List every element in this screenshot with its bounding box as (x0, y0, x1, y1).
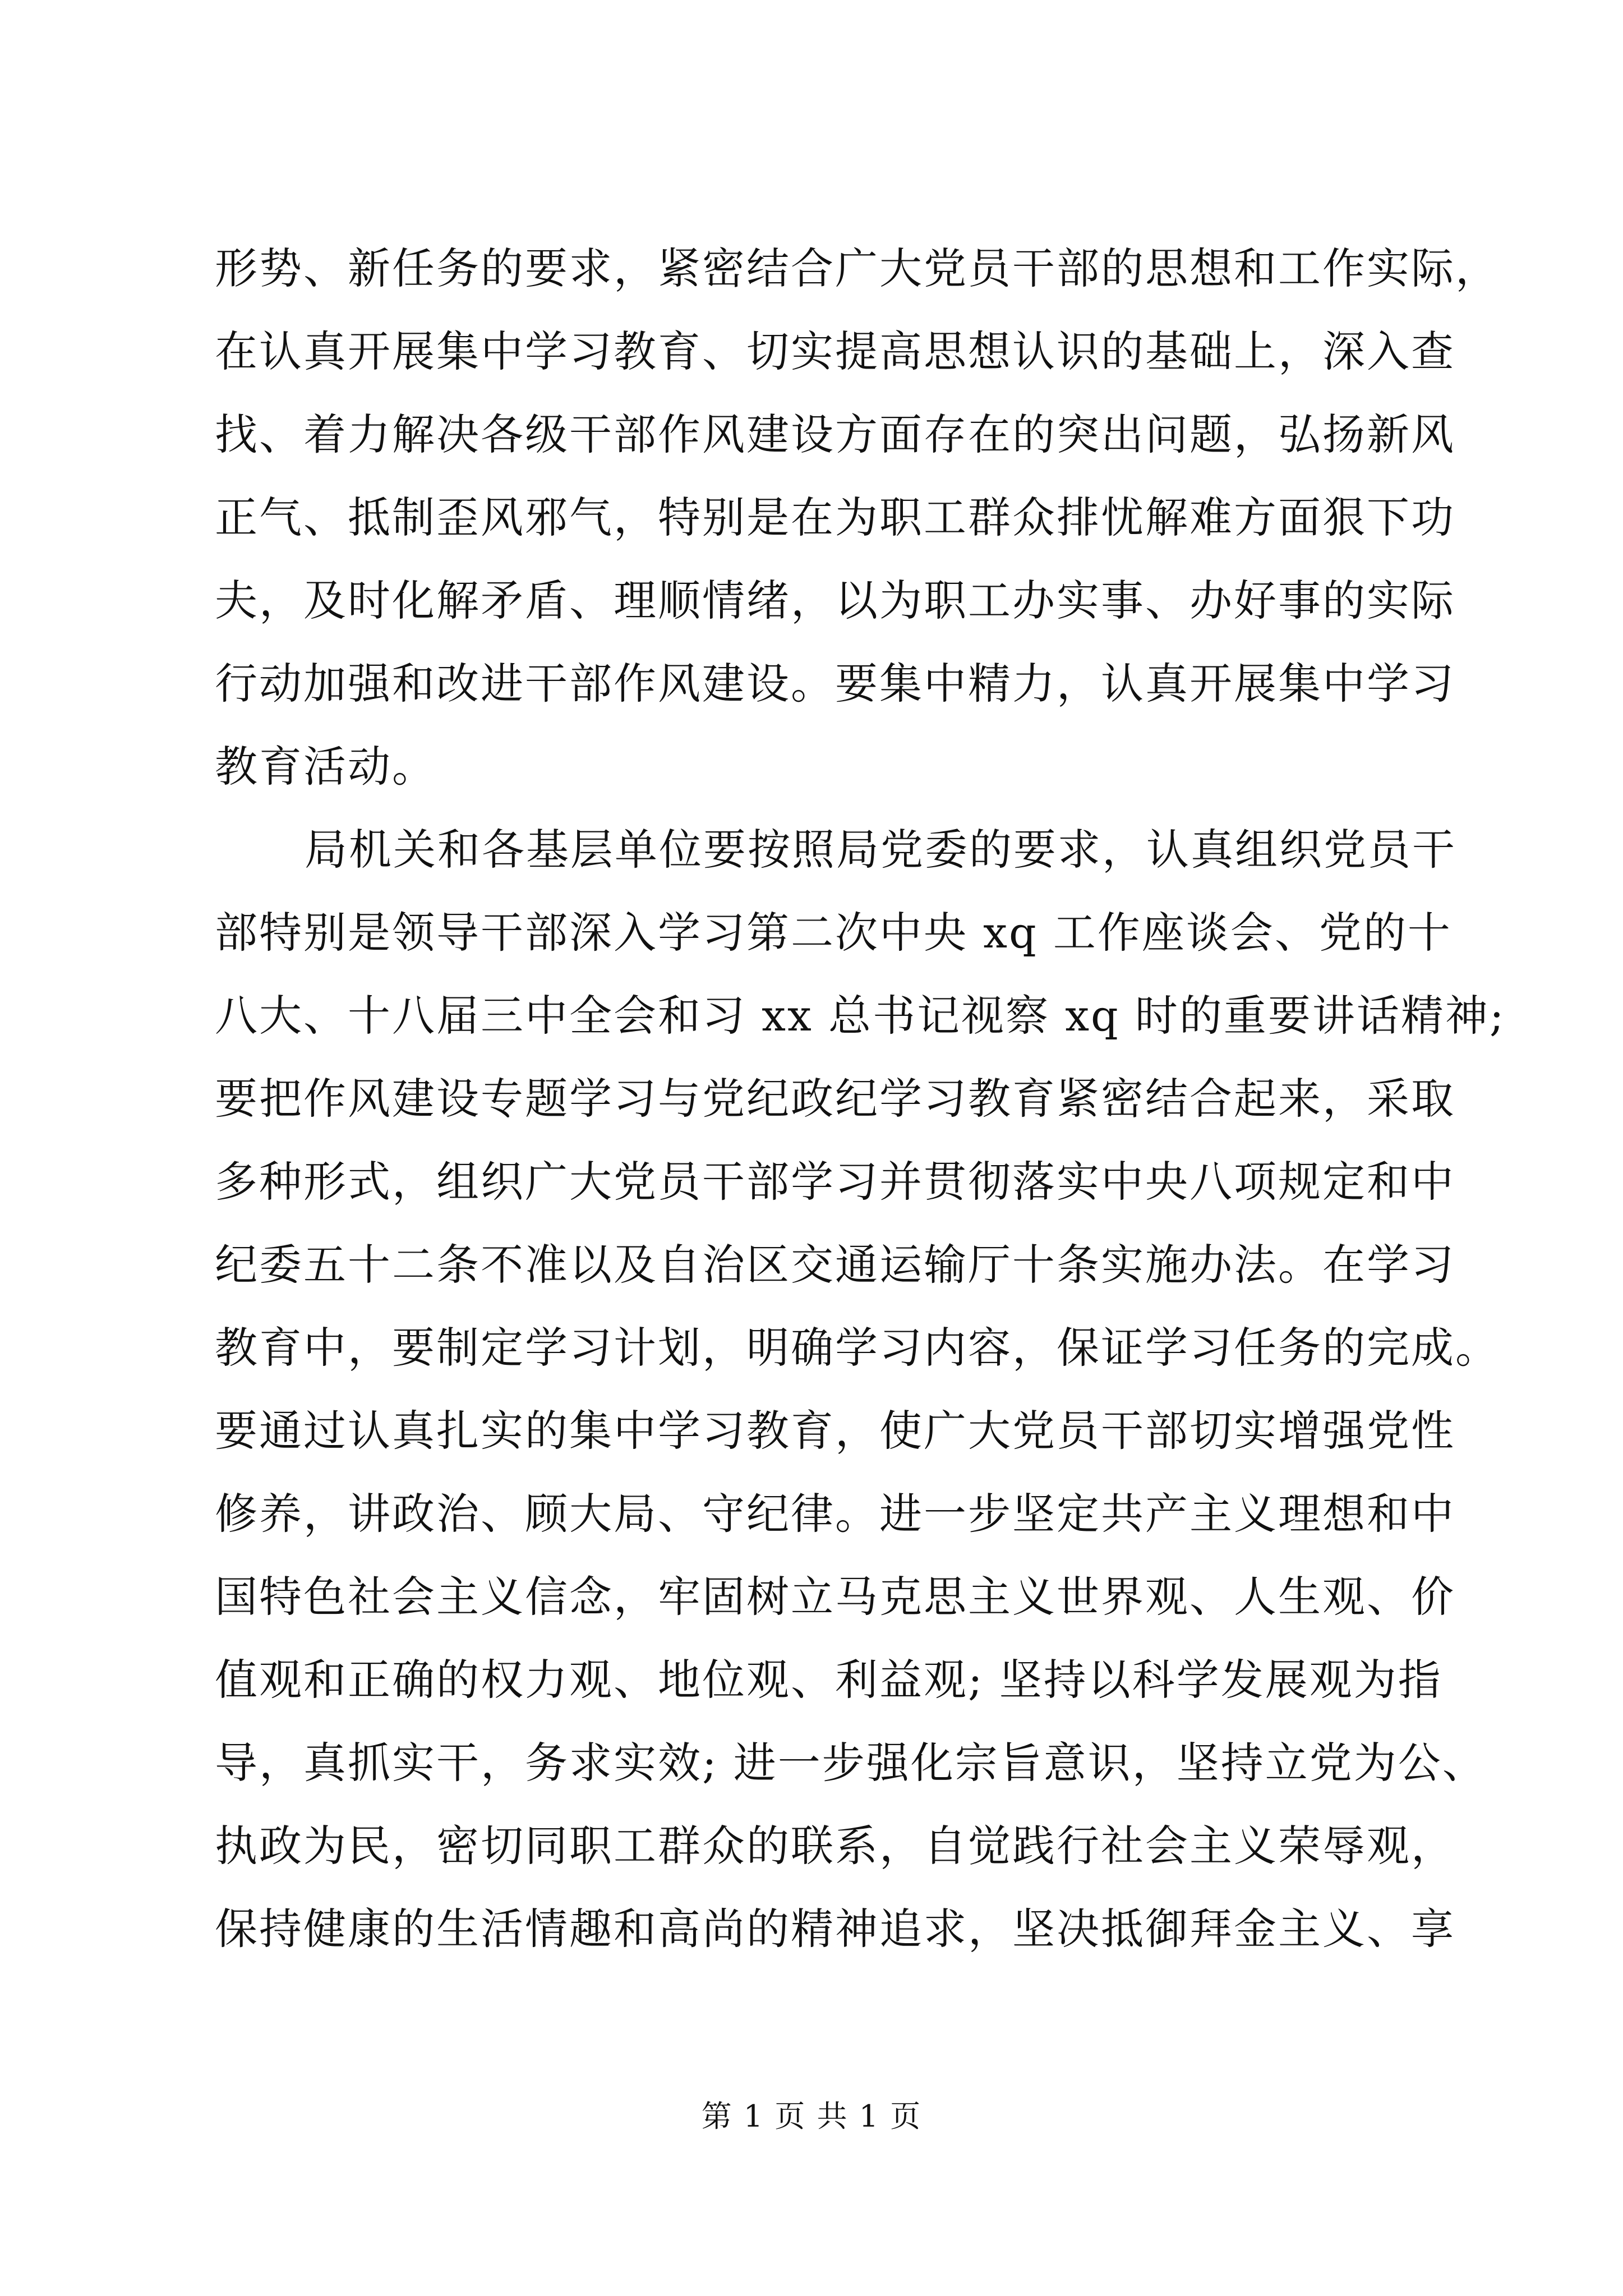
text-line: 部特别是领导干部深入学习第二次中央 xq 工作座谈会、党的十 (215, 908, 1452, 958)
paragraph-1 (215, 227, 1500, 808)
text-line: 要通过认真扎实的集中学习教育，使广大党员干部切实增强党性 (215, 1406, 1455, 1456)
text-line: 夫，及时化解矛盾、理顺情绪，以为职工办实事、办好事的实际 (215, 576, 1455, 625)
text-line: 在认真开展集中学习教育、切实提高思想认识的基础上，深入查 (215, 326, 1455, 376)
text-line: 找、着力解决各级干部作风建设方面存在的突出问题，弘扬新风 (215, 409, 1455, 459)
page-footer (0, 2097, 1623, 2136)
document-body (215, 227, 1506, 2054)
text-line: 保持健康的生活情趣和高尚的精神追求，坚决抵御拜金主义、享 (215, 1904, 1455, 1954)
text-line (215, 1971, 1415, 2054)
page-number-label: 第 1 页 共 1 页 (701, 2099, 922, 2134)
text-line: 教育中，要制定学习计划，明确学习内容，保证学习任务的完成。 (215, 1323, 1500, 1373)
paragraph-2 (215, 808, 1506, 2054)
text-line: 多种形式，组织广大党员干部学习并贯彻落实中央八项规定和中 (215, 1157, 1455, 1207)
text-line: 导，真抓实干，务求实效; 进一步强化宗旨意识，坚持立党为公、 (215, 1738, 1487, 1788)
text-line: 八大、十八届三中全会和习 xx 总书记视察 xq 时的重要讲话精神; (215, 991, 1506, 1041)
text-line: 行动加强和改进干部作风建设。要集中精力，认真开展集中学习 (215, 659, 1455, 708)
text-line: 国特色社会主义信念，牢固树立马克思主义世界观、人生观、价 (215, 1572, 1455, 1622)
text-line: 纪委五十二条不准以及自治区交通运输厅十条实施办法。在学习 (215, 1240, 1455, 1290)
text-line-first-indent: 局机关和各基层单位要按照局党委的要求，认真组织党员干 (305, 825, 1456, 875)
text-line: 值观和正确的权力观、地位观、利益观; 坚持以科学发展观为指 (215, 1655, 1442, 1705)
text-line: 形势、新任务的要求，紧密结合广大党员干部的思想和工作实际， (215, 243, 1500, 293)
text-line: 要把作风建设专题学习与党纪政纪学习教育紧密结合起来，采取 (215, 1074, 1455, 1124)
text-line: 修养，讲政治、顾大局、守纪律。进一步坚定共产主义理想和中 (215, 1489, 1455, 1539)
text-line: 教育活动。 (215, 742, 436, 792)
text-line: 正气、抵制歪风邪气，特别是在为职工群众排忧解难方面狠下功 (215, 493, 1455, 542)
text-line: 执政为民，密切同职工群众的联系，自觉践行社会主义荣辱观， (215, 1821, 1455, 1871)
